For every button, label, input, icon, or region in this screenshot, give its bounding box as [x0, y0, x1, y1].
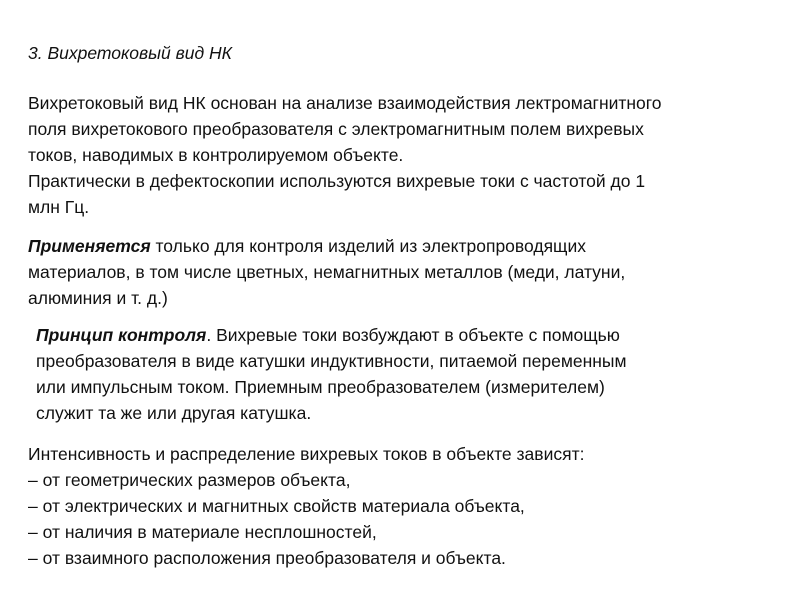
text-line: Интенсивность и распределение вихревых токов в объекте зависят:	[28, 444, 585, 464]
text-line	[28, 233, 625, 259]
text-line: или импульсным током. Приемным преобразователем (измерителем)	[36, 377, 605, 397]
text-line: преобразователя в виде катушки индуктивности, питаемой переменным	[36, 351, 627, 371]
text-line	[36, 322, 627, 348]
text-fragment: только для контроля изделий из электропроводящих	[150, 236, 586, 256]
text-line: млн Гц.	[28, 197, 90, 217]
text-line: поля вихретокового преобразователя с электромагнитным полем вихревых	[28, 119, 644, 139]
term-application: Применяется	[28, 236, 151, 256]
slide-title: 3. Вихретоковый вид НК	[28, 43, 232, 63]
text-line: Вихретоковый вид НК основан на анализе взаимодействия лектромагнитного	[28, 93, 662, 113]
text-line: Практически в дефектоскопии используются вихревые токи с частотой до 1	[28, 171, 646, 191]
list-item: – от геометрических размеров объекта,	[28, 470, 351, 490]
text-line: служит та же или другая катушка.	[36, 403, 312, 423]
text-line: алюминия и т. д.)	[28, 288, 168, 308]
text-line: материалов, в том числе цветных, немагнитных металлов (меди, латуни,	[28, 262, 626, 282]
list-item: – от наличия в материале несплошностей,	[28, 522, 377, 542]
paragraph-method-description	[28, 90, 662, 220]
paragraph-control-principle	[36, 322, 627, 426]
paragraph-dependencies-list	[28, 441, 584, 571]
list-item: – от электрических и магнитных свойств материала объекта,	[28, 496, 525, 516]
text-line: токов, наводимых в контролируемом объекте.	[28, 145, 404, 165]
list-item: – от взаимного расположения преобразователя и объекта.	[28, 548, 506, 568]
term-control-principle: Принцип контроля	[36, 325, 207, 345]
paragraph-application	[28, 233, 625, 311]
text-fragment: . Вихревые токи возбуждают в объекте с помощью	[206, 325, 620, 345]
